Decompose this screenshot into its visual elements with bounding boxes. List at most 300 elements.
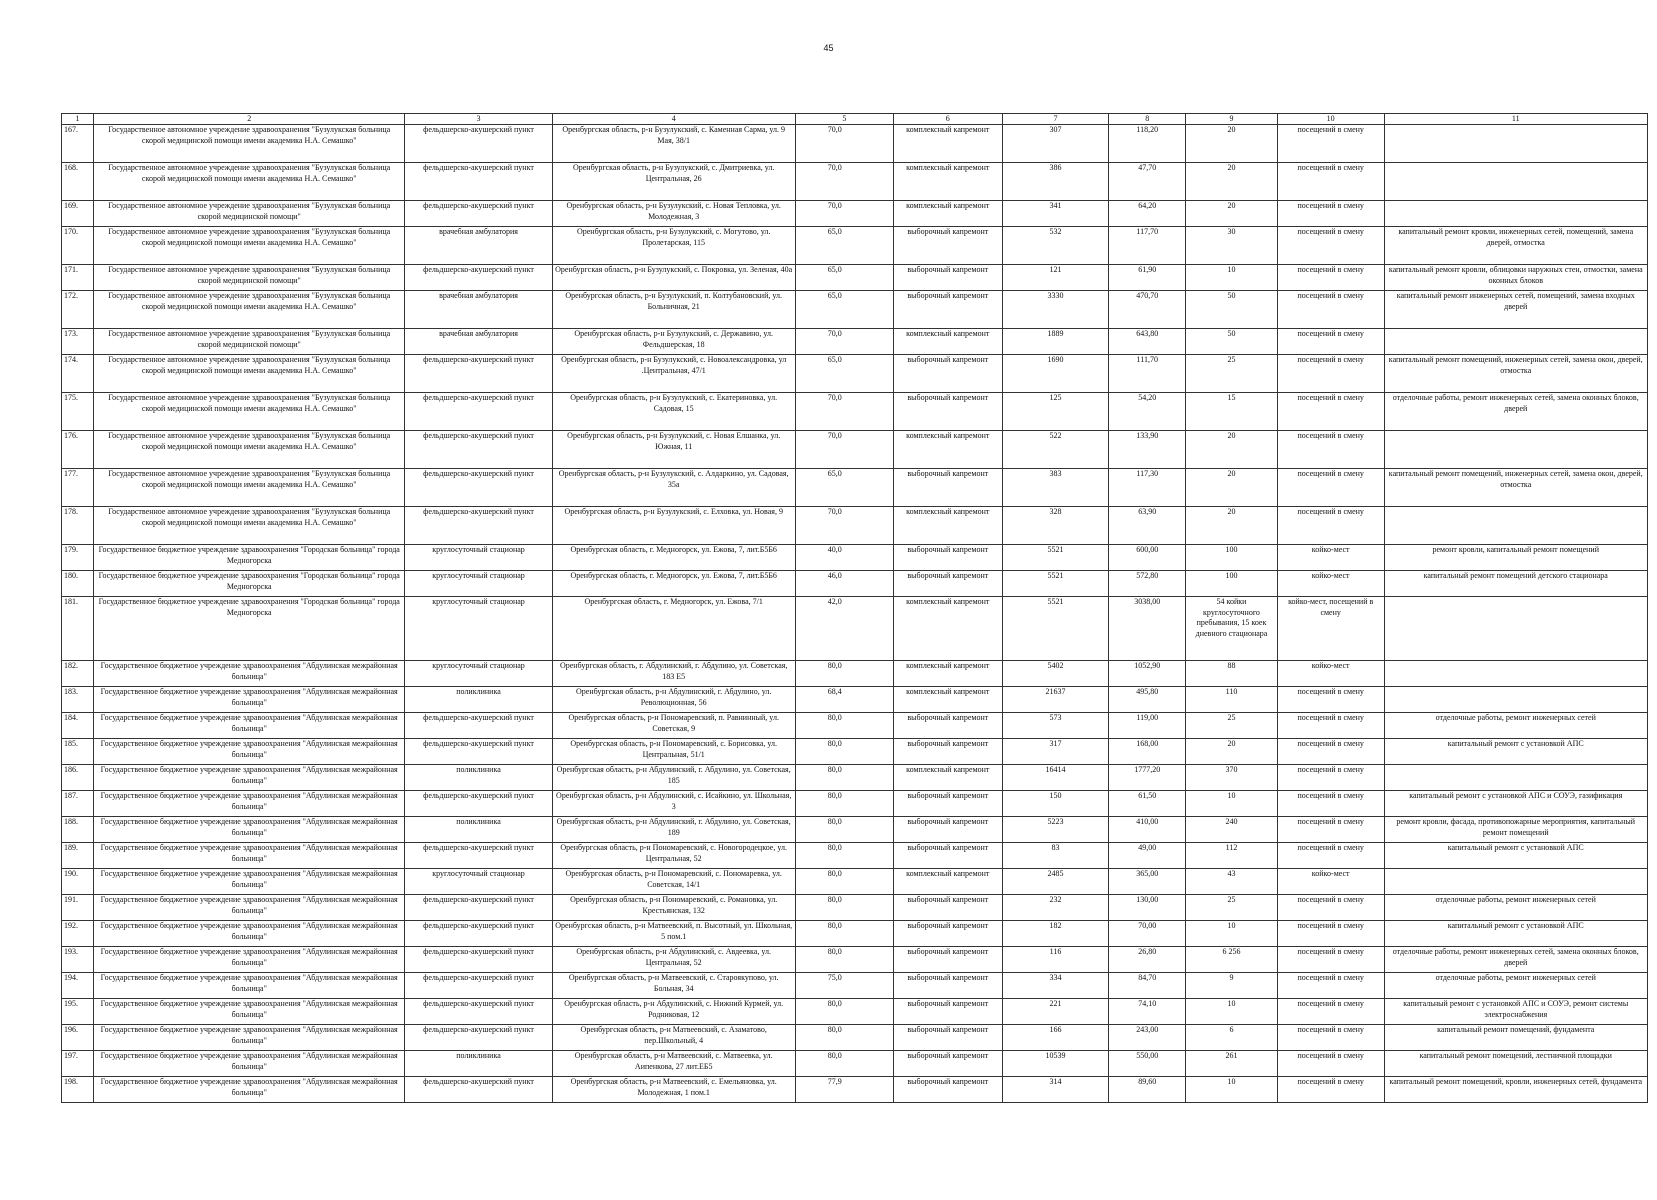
address-cell: Оренбургская область, р-н Бузулукский, с. Екатериновка, ул. Садовая, 15 <box>552 393 795 431</box>
table-row <box>62 163 1648 201</box>
wear-percent-cell: 80,0 <box>795 947 893 973</box>
area-cell: 61,50 <box>1109 791 1186 817</box>
address-cell: Оренбургская область, р-н Бузулукский, с. Державино, ул. Фельдшерская, 18 <box>552 329 795 355</box>
wear-percent-cell: 80,0 <box>795 999 893 1025</box>
works-cell: ремонт кровли, капитальный ремонт помещений <box>1384 545 1648 571</box>
row-number-cell: 195. <box>62 999 94 1025</box>
column-header: 3 <box>405 114 552 125</box>
value-cell: 532 <box>1002 227 1109 265</box>
works-cell: отделочные работы, ремонт инженерных сетей <box>1384 895 1648 921</box>
unit-cell: посещений в смену <box>1277 791 1384 817</box>
row-number-cell: 173. <box>62 329 94 355</box>
capacity-cell: 10 <box>1186 791 1278 817</box>
address-cell: Оренбургская область, р-н Бузулукский, с. Новая Елшанка, ул. Южная, 11 <box>552 431 795 469</box>
capacity-cell: 54 койки круглосуточного пребывания, 15 коек дневного стационара <box>1186 597 1278 661</box>
wear-percent-cell: 70,0 <box>795 125 893 163</box>
address-cell: Оренбургская область, р-н Бузулукский, с. Покровка, ул. Зеленая, 40а <box>552 265 795 291</box>
area-cell: 1777,20 <box>1109 765 1186 791</box>
organization-cell: Государственное автономное учреждение здравоохранения "Бузулукская больница скорой медицинской помощи имени академика Н.А. Семашко" <box>93 163 404 201</box>
facility-type-cell: фельдшерско-акушерский пункт <box>405 739 552 765</box>
column-header: 7 <box>1002 114 1109 125</box>
area-cell: 64,20 <box>1109 201 1186 227</box>
wear-percent-cell: 65,0 <box>795 265 893 291</box>
capacity-cell: 43 <box>1186 869 1278 895</box>
organization-cell: Государственное бюджетное учреждение здравоохранения "Абдулинская межрайонная больница" <box>93 791 404 817</box>
unit-cell: посещений в смену <box>1277 291 1384 329</box>
table-row <box>62 201 1648 227</box>
works-cell: капитальный ремонт помещений, кровли, инженерных сетей, фундамента <box>1384 1077 1648 1103</box>
value-cell: 150 <box>1002 791 1109 817</box>
value-cell: 341 <box>1002 201 1109 227</box>
works-cell: отделочные работы, ремонт инженерных сетей <box>1384 713 1648 739</box>
works-cell <box>1384 163 1648 201</box>
unit-cell: посещений в смену <box>1277 163 1384 201</box>
capacity-cell: 25 <box>1186 895 1278 921</box>
repair-type-cell: комплексный капремонт <box>893 507 1002 545</box>
address-cell: Оренбургская область, р-н Матвеевский, с. Матвеевка, ул. Аипенкова, 27 лит.ЕБ5 <box>552 1051 795 1077</box>
value-cell: 125 <box>1002 393 1109 431</box>
area-cell: 365,00 <box>1109 869 1186 895</box>
address-cell: Оренбургская область, р-н Пономаревский, с. Борисовка, ул. Центральная, 51/1 <box>552 739 795 765</box>
facility-type-cell: фельдшерско-акушерский пункт <box>405 791 552 817</box>
unit-cell: койко-мест <box>1277 571 1384 597</box>
value-cell: 2485 <box>1002 869 1109 895</box>
address-cell: Оренбургская область, р-н Бузулукский, с. Каменная Сарма, ул. 9 Мая, 38/1 <box>552 125 795 163</box>
works-cell: капитальный ремонт с установкой АПС и СОУЭ, газификация <box>1384 791 1648 817</box>
works-cell: капитальный ремонт с установкой АПС <box>1384 739 1648 765</box>
value-cell: 314 <box>1002 1077 1109 1103</box>
capacity-cell: 20 <box>1186 431 1278 469</box>
table-row <box>62 227 1648 265</box>
value-cell: 317 <box>1002 739 1109 765</box>
table-row <box>62 469 1648 507</box>
capacity-cell: 10 <box>1186 1077 1278 1103</box>
area-cell: 550,00 <box>1109 1051 1186 1077</box>
area-cell: 572,80 <box>1109 571 1186 597</box>
table-row <box>62 545 1648 571</box>
organization-cell: Государственное бюджетное учреждение здравоохранения "Абдулинская межрайонная больница" <box>93 661 404 687</box>
row-number-cell: 191. <box>62 895 94 921</box>
facility-type-cell: фельдшерско-акушерский пункт <box>405 973 552 999</box>
facility-type-cell: поликлиника <box>405 765 552 791</box>
organization-cell: Государственное бюджетное учреждение здравоохранения "Абдулинская межрайонная больница" <box>93 1051 404 1077</box>
repair-type-cell: комплексный капремонт <box>893 687 1002 713</box>
repair-type-cell: выборочный капремонт <box>893 739 1002 765</box>
table-row <box>62 739 1648 765</box>
area-cell: 84,70 <box>1109 973 1186 999</box>
area-cell: 89,60 <box>1109 1077 1186 1103</box>
facility-type-cell: фельдшерско-акушерский пункт <box>405 355 552 393</box>
organization-cell: Государственное бюджетное учреждение здравоохранения "Абдулинская межрайонная больница" <box>93 765 404 791</box>
row-number-cell: 170. <box>62 227 94 265</box>
organization-cell: Государственное автономное учреждение здравоохранения "Бузулукская больница скорой медицинской помощи имени академика Н.А. Семашко" <box>93 227 404 265</box>
unit-cell: койко-мест, посещений в смену <box>1277 597 1384 661</box>
facility-type-cell: поликлиника <box>405 687 552 713</box>
works-cell <box>1384 329 1648 355</box>
works-cell: отделочные работы, ремонт инженерных сетей <box>1384 973 1648 999</box>
unit-cell: посещений в смену <box>1277 1025 1384 1051</box>
address-cell: Оренбургская область, р-н Пономаревский, с. Новогородецкое, ул. Центральная, 52 <box>552 843 795 869</box>
row-number-cell: 171. <box>62 265 94 291</box>
wear-percent-cell: 80,0 <box>795 843 893 869</box>
value-cell: 16414 <box>1002 765 1109 791</box>
value-cell: 166 <box>1002 1025 1109 1051</box>
column-header: 8 <box>1109 114 1186 125</box>
address-cell: Оренбургская область, р-н Абдулинский, г. Абдулино, ул. Советская, 189 <box>552 817 795 843</box>
unit-cell: посещений в смену <box>1277 1077 1384 1103</box>
unit-cell: посещений в смену <box>1277 227 1384 265</box>
area-cell: 117,70 <box>1109 227 1186 265</box>
facilities-table <box>61 113 1648 1103</box>
wear-percent-cell: 68,4 <box>795 687 893 713</box>
wear-percent-cell: 65,0 <box>795 227 893 265</box>
organization-cell: Государственное бюджетное учреждение здравоохранения "Абдулинская межрайонная больница" <box>93 947 404 973</box>
row-number-cell: 185. <box>62 739 94 765</box>
organization-cell: Государственное бюджетное учреждение здравоохранения "Абдулинская межрайонная больница" <box>93 869 404 895</box>
organization-cell: Государственное бюджетное учреждение здравоохранения "Абдулинская межрайонная больница" <box>93 687 404 713</box>
value-cell: 5521 <box>1002 597 1109 661</box>
repair-type-cell: выборочный капремонт <box>893 947 1002 973</box>
repair-type-cell: комплексный капремонт <box>893 125 1002 163</box>
works-cell <box>1384 597 1648 661</box>
repair-type-cell: комплексный капремонт <box>893 765 1002 791</box>
table-row <box>62 895 1648 921</box>
facility-type-cell: фельдшерско-акушерский пункт <box>405 469 552 507</box>
capacity-cell: 30 <box>1186 227 1278 265</box>
value-cell: 5402 <box>1002 661 1109 687</box>
repair-type-cell: комплексный капремонт <box>893 201 1002 227</box>
works-cell: капитальный ремонт помещений, инженерных сетей, замена окон, дверей, отмостка <box>1384 469 1648 507</box>
wear-percent-cell: 65,0 <box>795 469 893 507</box>
organization-cell: Государственное бюджетное учреждение здравоохранения "Абдулинская межрайонная больница" <box>93 1025 404 1051</box>
facility-type-cell: фельдшерско-акушерский пункт <box>405 895 552 921</box>
organization-cell: Государственное бюджетное учреждение здравоохранения "Абдулинская межрайонная больница" <box>93 713 404 739</box>
table-row <box>62 571 1648 597</box>
works-cell <box>1384 431 1648 469</box>
capacity-cell: 240 <box>1186 817 1278 843</box>
value-cell: 383 <box>1002 469 1109 507</box>
works-cell: капитальный ремонт инженерных сетей, помещений, замена входных дверей <box>1384 291 1648 329</box>
capacity-cell: 15 <box>1186 393 1278 431</box>
unit-cell: посещений в смену <box>1277 1051 1384 1077</box>
capacity-cell: 261 <box>1186 1051 1278 1077</box>
area-cell: 130,00 <box>1109 895 1186 921</box>
capacity-cell: 20 <box>1186 469 1278 507</box>
row-number-cell: 180. <box>62 571 94 597</box>
table-row <box>62 1025 1648 1051</box>
capacity-cell: 20 <box>1186 507 1278 545</box>
capacity-cell: 110 <box>1186 687 1278 713</box>
value-cell: 10539 <box>1002 1051 1109 1077</box>
facility-type-cell: круглосуточный стационар <box>405 597 552 661</box>
row-number-cell: 175. <box>62 393 94 431</box>
organization-cell: Государственное автономное учреждение здравоохранения "Бузулукская больница скорой медицинской помощи имени академика Н.А. Семашко" <box>93 355 404 393</box>
wear-percent-cell: 70,0 <box>795 393 893 431</box>
row-number-cell: 198. <box>62 1077 94 1103</box>
capacity-cell: 6 <box>1186 1025 1278 1051</box>
row-number-cell: 172. <box>62 291 94 329</box>
value-cell: 232 <box>1002 895 1109 921</box>
repair-type-cell: комплексный капремонт <box>893 431 1002 469</box>
works-cell: капитальный ремонт помещений, лестничной площадки <box>1384 1051 1648 1077</box>
facility-type-cell: врачебная амбулатория <box>405 227 552 265</box>
address-cell: Оренбургская область, р-н Матвеевский, с. Емельяновка, ул. Молодежная, 1 пом.1 <box>552 1077 795 1103</box>
organization-cell: Государственное бюджетное учреждение здравоохранения "Абдулинская межрайонная больница" <box>93 973 404 999</box>
address-cell: Оренбургская область, г. Медногорск, ул. Ежова, 7, лит.Б5Б6 <box>552 571 795 597</box>
value-cell: 328 <box>1002 507 1109 545</box>
row-number-cell: 192. <box>62 921 94 947</box>
value-cell: 83 <box>1002 843 1109 869</box>
wear-percent-cell: 77,9 <box>795 1077 893 1103</box>
unit-cell: посещений в смену <box>1277 265 1384 291</box>
area-cell: 63,90 <box>1109 507 1186 545</box>
repair-type-cell: выборочный капремонт <box>893 393 1002 431</box>
address-cell: Оренбургская область, р-н Абдулинский, с. Исайкино, ул. Школьная, 3 <box>552 791 795 817</box>
capacity-cell: 50 <box>1186 329 1278 355</box>
value-cell: 116 <box>1002 947 1109 973</box>
row-number-cell: 196. <box>62 1025 94 1051</box>
address-cell: Оренбургская область, р-н Абдулинский, с. Авдеевка, ул. Центральная, 52 <box>552 947 795 973</box>
works-cell: отделочные работы, ремонт инженерных сетей, замена оконных блоков, дверей <box>1384 393 1648 431</box>
facility-type-cell: фельдшерско-акушерский пункт <box>405 1077 552 1103</box>
organization-cell: Государственное автономное учреждение здравоохранения "Бузулукская больница скорой медицинской помощи имени академика Н.А. Семашко" <box>93 291 404 329</box>
row-number-cell: 190. <box>62 869 94 895</box>
facility-type-cell: фельдшерско-акушерский пункт <box>405 393 552 431</box>
address-cell: Оренбургская область, р-н Бузулукский, п. Колтубановский, ул. Больничная, 21 <box>552 291 795 329</box>
facility-type-cell: фельдшерско-акушерский пункт <box>405 201 552 227</box>
row-number-cell: 182. <box>62 661 94 687</box>
organization-cell: Государственное бюджетное учреждение здравоохранения "Городская больница" города Медногорска <box>93 597 404 661</box>
area-cell: 600,00 <box>1109 545 1186 571</box>
row-number-cell: 183. <box>62 687 94 713</box>
address-cell: Оренбургская область, г. Медногорск, ул. Ежова, 7/1 <box>552 597 795 661</box>
capacity-cell: 10 <box>1186 921 1278 947</box>
row-number-cell: 197. <box>62 1051 94 1077</box>
facility-type-cell: поликлиника <box>405 817 552 843</box>
wear-percent-cell: 65,0 <box>795 291 893 329</box>
repair-type-cell: выборочный капремонт <box>893 817 1002 843</box>
organization-cell: Государственное бюджетное учреждение здравоохранения "Абдулинская межрайонная больница" <box>93 1077 404 1103</box>
capacity-cell: 100 <box>1186 571 1278 597</box>
table-row <box>62 921 1648 947</box>
organization-cell: Государственное автономное учреждение здравоохранения "Бузулукская больница скорой медицинской помощи" <box>93 201 404 227</box>
organization-cell: Государственное бюджетное учреждение здравоохранения "Абдулинская межрайонная больница" <box>93 895 404 921</box>
unit-cell: посещений в смену <box>1277 393 1384 431</box>
repair-type-cell: выборочный капремонт <box>893 921 1002 947</box>
address-cell: Оренбургская область, р-н Бузулукский, с. Елховка, ул. Новая, 9 <box>552 507 795 545</box>
capacity-cell: 50 <box>1186 291 1278 329</box>
wear-percent-cell: 80,0 <box>795 1025 893 1051</box>
organization-cell: Государственное бюджетное учреждение здравоохранения "Абдулинская межрайонная больница" <box>93 739 404 765</box>
facility-type-cell: фельдшерско-акушерский пункт <box>405 999 552 1025</box>
address-cell: Оренбургская область, р-н Матвеевский, с. Староякупово, ул. Больная, 34 <box>552 973 795 999</box>
area-cell: 133,90 <box>1109 431 1186 469</box>
value-cell: 5521 <box>1002 545 1109 571</box>
works-cell: капитальный ремонт с установкой АПС <box>1384 843 1648 869</box>
address-cell: Оренбургская область, р-н Пономаревский, с. Пономаревка, ул. Советская, 14/1 <box>552 869 795 895</box>
row-number-cell: 176. <box>62 431 94 469</box>
unit-cell: посещений в смену <box>1277 125 1384 163</box>
column-header: 11 <box>1384 114 1648 125</box>
works-cell: капитальный ремонт кровли, облицовки наружных стен, отмостки, замена оконных блоков <box>1384 265 1648 291</box>
wear-percent-cell: 70,0 <box>795 329 893 355</box>
row-number-cell: 188. <box>62 817 94 843</box>
facility-type-cell: фельдшерско-акушерский пункт <box>405 163 552 201</box>
table-row <box>62 291 1648 329</box>
column-header: 4 <box>552 114 795 125</box>
value-cell: 5223 <box>1002 817 1109 843</box>
works-cell: отделочные работы, ремонт инженерных сетей, замена оконных блоков, дверей <box>1384 947 1648 973</box>
capacity-cell: 88 <box>1186 661 1278 687</box>
area-cell: 119,00 <box>1109 713 1186 739</box>
address-cell: Оренбургская область, г. Медногорск, ул. Ежова, 7, лит.Б5Б6 <box>552 545 795 571</box>
table-row <box>62 1077 1648 1103</box>
capacity-cell: 10 <box>1186 265 1278 291</box>
row-number-cell: 168. <box>62 163 94 201</box>
facility-type-cell: поликлиника <box>405 1051 552 1077</box>
value-cell: 334 <box>1002 973 1109 999</box>
column-header: 1 <box>62 114 94 125</box>
table-row <box>62 661 1648 687</box>
row-number-cell: 186. <box>62 765 94 791</box>
facility-type-cell: фельдшерско-акушерский пункт <box>405 921 552 947</box>
repair-type-cell: выборочный капремонт <box>893 1051 1002 1077</box>
area-cell: 643,80 <box>1109 329 1186 355</box>
table-row <box>62 791 1648 817</box>
address-cell: Оренбургская область, р-н Бузулукский, с. Новоалександровка, ул .Центральная, 47/1 <box>552 355 795 393</box>
wear-percent-cell: 46,0 <box>795 571 893 597</box>
works-cell <box>1384 507 1648 545</box>
area-cell: 410,00 <box>1109 817 1186 843</box>
facility-type-cell: круглосуточный стационар <box>405 869 552 895</box>
repair-type-cell: выборочный капремонт <box>893 1025 1002 1051</box>
organization-cell: Государственное автономное учреждение здравоохранения "Бузулукская больница скорой медицинской помощи имени академика Н.А. Семашко" <box>93 393 404 431</box>
table-row <box>62 329 1648 355</box>
facility-type-cell: врачебная амбулатория <box>405 329 552 355</box>
value-cell: 121 <box>1002 265 1109 291</box>
unit-cell: посещений в смену <box>1277 507 1384 545</box>
value-cell: 5521 <box>1002 571 1109 597</box>
table-row <box>62 765 1648 791</box>
repair-type-cell: выборочный капремонт <box>893 227 1002 265</box>
table-row <box>62 355 1648 393</box>
works-cell: капитальный ремонт с установкой АПС и СОУЭ, ремонт системы электроснабжения <box>1384 999 1648 1025</box>
repair-type-cell: комплексный капремонт <box>893 163 1002 201</box>
unit-cell: койко-мест <box>1277 545 1384 571</box>
table-row <box>62 843 1648 869</box>
row-number-cell: 174. <box>62 355 94 393</box>
unit-cell: койко-мест <box>1277 661 1384 687</box>
works-cell <box>1384 125 1648 163</box>
unit-cell: посещений в смену <box>1277 329 1384 355</box>
capacity-cell: 20 <box>1186 201 1278 227</box>
table-row <box>62 999 1648 1025</box>
capacity-cell: 25 <box>1186 355 1278 393</box>
facility-type-cell: фельдшерско-акушерский пункт <box>405 1025 552 1051</box>
repair-type-cell: выборочный капремонт <box>893 1077 1002 1103</box>
area-cell: 495,80 <box>1109 687 1186 713</box>
wear-percent-cell: 80,0 <box>795 713 893 739</box>
wear-percent-cell: 80,0 <box>795 921 893 947</box>
row-number-cell: 187. <box>62 791 94 817</box>
address-cell: Оренбургская область, р-н Матвеевский, п. Высотный, ул. Школьная, 5 пом.1 <box>552 921 795 947</box>
unit-cell: посещений в смену <box>1277 765 1384 791</box>
unit-cell: посещений в смену <box>1277 355 1384 393</box>
repair-type-cell: выборочный капремонт <box>893 265 1002 291</box>
repair-type-cell: комплексный капремонт <box>893 869 1002 895</box>
table-row <box>62 687 1648 713</box>
facility-type-cell: фельдшерско-акушерский пункт <box>405 507 552 545</box>
organization-cell: Государственное автономное учреждение здравоохранения "Бузулукская больница скорой медицинской помощи имени академика Н.А. Семашко" <box>93 431 404 469</box>
address-cell: Оренбургская область, р-н Бузулукский, с. Новая Тепловка, ул. Молодежная, 3 <box>552 201 795 227</box>
organization-cell: Государственное бюджетное учреждение здравоохранения "Абдулинская межрайонная больница" <box>93 999 404 1025</box>
organization-cell: Государственное бюджетное учреждение здравоохранения "Городская больница" города Медногорска <box>93 545 404 571</box>
unit-cell: посещений в смену <box>1277 687 1384 713</box>
unit-cell: посещений в смену <box>1277 431 1384 469</box>
value-cell: 3330 <box>1002 291 1109 329</box>
facility-type-cell: врачебная амбулатория <box>405 291 552 329</box>
unit-cell: посещений в смену <box>1277 201 1384 227</box>
area-cell: 117,30 <box>1109 469 1186 507</box>
area-cell: 54,20 <box>1109 393 1186 431</box>
column-header: 5 <box>795 114 893 125</box>
area-cell: 470,70 <box>1109 291 1186 329</box>
organization-cell: Государственное бюджетное учреждение здравоохранения "Абдулинская межрайонная больница" <box>93 843 404 869</box>
address-cell: Оренбургская область, р-н Бузулукский, с. Дмитриевка, ул. Центральная, 26 <box>552 163 795 201</box>
facility-type-cell: круглосуточный стационар <box>405 661 552 687</box>
works-cell <box>1384 765 1648 791</box>
works-cell <box>1384 201 1648 227</box>
table-row <box>62 507 1648 545</box>
column-header: 10 <box>1277 114 1384 125</box>
unit-cell: посещений в смену <box>1277 921 1384 947</box>
repair-type-cell: выборочный капремонт <box>893 545 1002 571</box>
works-cell: капитальный ремонт помещений, инженерных сетей, замена окон, дверей, отмостка <box>1384 355 1648 393</box>
repair-type-cell: комплексный капремонт <box>893 661 1002 687</box>
value-cell: 182 <box>1002 921 1109 947</box>
unit-cell: посещений в смену <box>1277 817 1384 843</box>
table-row <box>62 265 1648 291</box>
address-cell: Оренбургская область, г. Абдулинский, г. Абдулино, ул. Советская, 183 Е5 <box>552 661 795 687</box>
address-cell: Оренбургская область, р-н Матвеевский, с. Азаматово, пер.Школьный, 4 <box>552 1025 795 1051</box>
organization-cell: Государственное автономное учреждение здравоохранения "Бузулукская больница скорой медицинской помощи имени академика Н.А. Семашко" <box>93 507 404 545</box>
address-cell: Оренбургская область, р-н Абдулинский, г. Абдулино, ул. Революционная, 56 <box>552 687 795 713</box>
value-cell: 522 <box>1002 431 1109 469</box>
row-number-cell: 177. <box>62 469 94 507</box>
table-body <box>62 125 1648 1103</box>
wear-percent-cell: 40,0 <box>795 545 893 571</box>
works-cell <box>1384 687 1648 713</box>
row-number-cell: 193. <box>62 947 94 973</box>
capacity-cell: 100 <box>1186 545 1278 571</box>
capacity-cell: 20 <box>1186 163 1278 201</box>
capacity-cell: 370 <box>1186 765 1278 791</box>
unit-cell: посещений в смену <box>1277 999 1384 1025</box>
capacity-cell: 10 <box>1186 999 1278 1025</box>
value-cell: 21637 <box>1002 687 1109 713</box>
works-cell: капитальный ремонт помещений детского стационара <box>1384 571 1648 597</box>
area-cell: 118,20 <box>1109 125 1186 163</box>
value-cell: 386 <box>1002 163 1109 201</box>
area-cell: 168,00 <box>1109 739 1186 765</box>
table-row <box>62 393 1648 431</box>
address-cell: Оренбургская область, р-н Бузулукский, с. Алдаркино, ул. Садовая, 35а <box>552 469 795 507</box>
capacity-cell: 25 <box>1186 713 1278 739</box>
works-cell: ремонт кровли, фасада, противопожарные мероприятия, капитальный ремонт помещений <box>1384 817 1648 843</box>
works-cell: капитальный ремонт кровли, инженерных сетей, помещений, замена дверей, отмостка <box>1384 227 1648 265</box>
column-header: 9 <box>1186 114 1278 125</box>
table-row <box>62 1051 1648 1077</box>
